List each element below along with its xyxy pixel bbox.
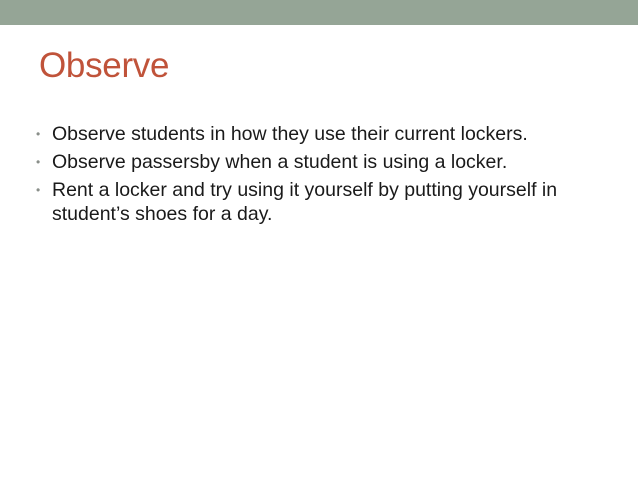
bullet-item-1 [36,122,596,146]
bullet-text-1: Observe students in how they use their current lockers. [52,123,528,145]
bullet-dot-icon: • [36,183,41,197]
bullet-item-2 [36,150,596,174]
bullet-text-2: Observe passersby when a student is using a locker. [52,151,508,173]
bullet-dot-icon: • [36,155,41,169]
top-accent-band [0,0,638,25]
bullet-text-3: Rent a locker and try using it yourself by putting yourself in student’s shoes for a day. [52,179,558,225]
bullet-list [36,122,596,230]
bullet-item-3 [36,178,596,226]
slide-title: Observe [39,46,170,85]
bullet-dot-icon: • [36,127,41,141]
